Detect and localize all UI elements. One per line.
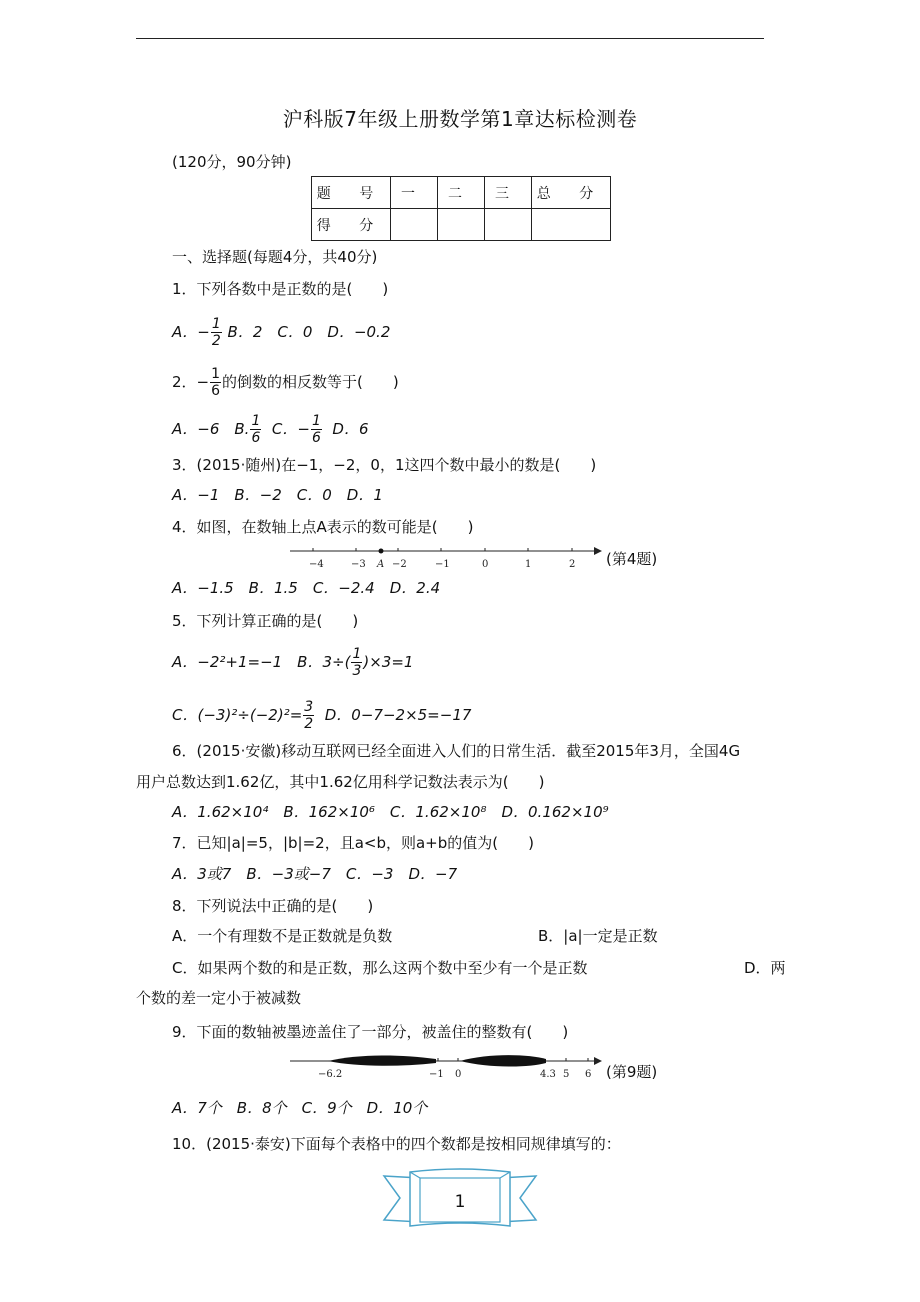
fraction: $\frac{1}{2}$ [211,316,221,349]
fraction: $\frac{1}{6}$ [251,413,261,446]
point-a [379,549,384,554]
score-cell [485,209,532,241]
score-cell [391,209,438,241]
question-9-options: A．7个 B．8个 C．9个 D．10个 [172,1099,428,1117]
score-header-cell: 题 号 [312,177,391,209]
score-header-cell: 二 [438,177,485,209]
question-8-option-a: A．一个有理数不是正数就是负数 [172,927,393,945]
ink-blot-left [328,1055,436,1065]
score-header-cell: 三 [485,177,532,209]
question-8: 8．下列说法中正确的是( ) [172,897,374,915]
figure-caption: (第9题) [606,1063,658,1081]
section-heading: 一、选择题(每题4分，共40分) [172,248,378,266]
options-rest: B．2 C．0 D．−0.2 [227,323,391,341]
question-8-option-d: D．两 [744,959,786,977]
score-table [311,176,611,241]
question-5: 5．下列计算正确的是( ) [172,612,359,630]
question-6-options: A．1.62×10⁴ B．162×10⁶ C．1.62×10⁸ D．0.162×10⁹ [172,803,609,821]
score-header-cell: 一 [391,177,438,209]
question-4: 4．如图，在数轴上点A表示的数可能是( ) [172,518,474,536]
tick-label: −1 [435,559,450,570]
question-6-line1: 6．(2015·安徽)移动互联网已经全面进入人们的日常生活．截至2015年3月，全国4G [172,742,741,760]
question-10: 10．(2015·泰安)下面每个表格中的四个数都是按相同规律填写的： [172,1135,621,1153]
page-number: 1 [454,1192,466,1212]
score-cell [532,209,611,241]
question-3: 3．(2015·随州)在−1，−2，0，1这四个数中最小的数是( ) [172,456,597,474]
tick-label: 4.3 [540,1069,556,1080]
question-7: 7．已知|a|=5，|b|=2，且a<b，则a+b的值为( ) [172,834,534,852]
option-a: A．− [172,323,210,341]
question-8-option-b: B．|a|一定是正数 [538,927,658,945]
score-cell [438,209,485,241]
arrow-right-icon [594,547,602,555]
fraction: $\frac{3}{2}$ [304,699,314,732]
question-5-options-ab: A．−2²+1=−1 B．3÷( $\frac{1}{3}$ )×3=1 [172,646,414,679]
question-7-options: A．3或7 B．−3或−7 C．−3 D．−7 [172,865,458,883]
score-row-label: 得 分 [312,209,391,241]
tick-label: −1 [429,1069,444,1080]
question-1-options [172,317,390,348]
arrow-right-icon [594,1057,602,1065]
tick-label: −4 [309,559,324,570]
question-2-options: A．−6 B. $\frac{1}{6}$ C．− $\frac{1}{6}$ D．6 [172,413,369,446]
fraction: $\frac{1}{6}$ [211,366,221,399]
tick-label: 0 [482,559,489,570]
figure-caption: (第4题) [606,550,658,568]
ink-blot-right [460,1055,546,1066]
exam-meta: (120分，90分钟) [172,153,292,171]
question-3-options: A．−1 B．−2 C．0 D．1 [172,486,383,504]
number-line-q9 [288,1050,606,1082]
tick-label: 6 [585,1069,592,1080]
tick-label: −2 [392,559,407,570]
tick-label: 1 [525,559,532,570]
question-2: 2．− $\frac{1}{6}$ 的倒数的相反数等于( ) [172,366,399,399]
tick-label: 0 [455,1069,462,1080]
fraction: $\frac{1}{6}$ [311,413,321,446]
question-8-option-c: C．如果两个数的和是正数，那么这两个数中至少有一个是正数 [172,959,588,977]
header-rule [136,38,764,39]
question-1: 1．下列各数中是正数的是( ) [172,280,389,298]
fraction: $\frac{1}{3}$ [352,646,362,679]
tick-label: 2 [569,559,576,570]
question-9: 9．下面的数轴被墨迹盖住了一部分，被盖住的整数有( ) [172,1023,569,1041]
score-header-cell: 总 分 [532,177,611,209]
question-5-options-cd: C．(−3)²÷(−2)²= $\frac{3}{2}$ D．0−7−2×5=−17 [172,699,472,732]
tick-label: −6.2 [318,1069,343,1080]
number-line-q4 [288,540,606,572]
question-4-options: A．−1.5 B．1.5 C．−2.4 D．2.4 [172,579,441,597]
tick-label: −3 [351,559,366,570]
point-label: A [377,559,385,570]
page-title: 沪科版7年级上册数学第1章达标检测卷 [282,107,638,131]
question-8-option-d-cont: 个数的差一定小于被减数 [136,989,302,1007]
question-6-line2: 用户总数达到1.62亿，其中1.62亿用科学记数法表示为( ) [136,773,545,791]
tick-label: 5 [563,1069,570,1080]
